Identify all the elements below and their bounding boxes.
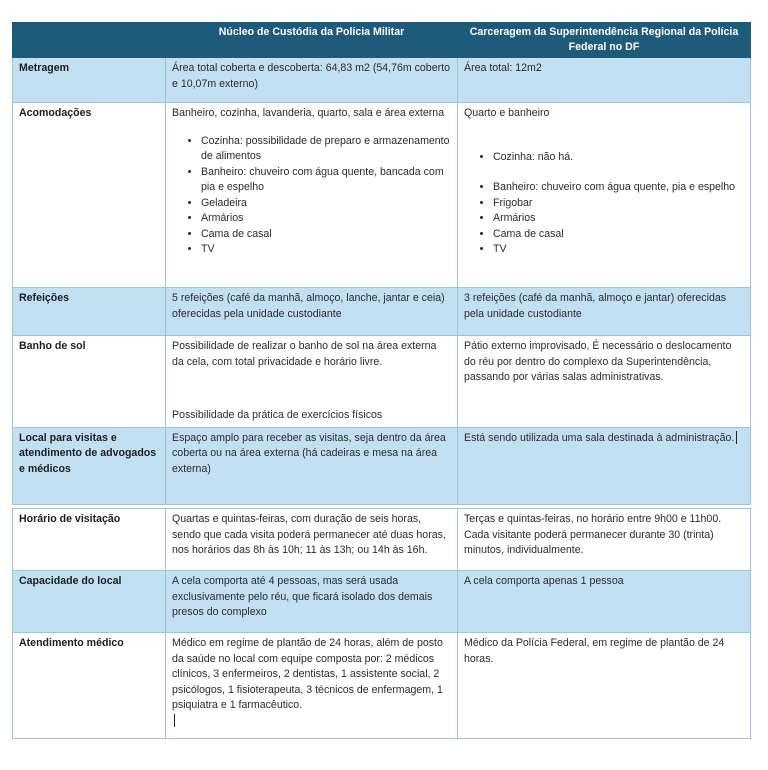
- cell-text: Médico em regime de plantão de 24 horas, além de posto da saúde no local com equipe composta por: 2 médicos clínicos, 3 enfermeiros, 2 dentistas, 1 assistente social, 2 psicólogos, 1 fisioterapeuta, 3 técnicos de enfermagem, 1 psiquiatra e 1 farmacêutico.: [172, 637, 443, 711]
- row-atendimento-medico: [13, 633, 751, 739]
- list-item: • Armários: [493, 211, 744, 227]
- text-cursor: [174, 714, 175, 727]
- cell-pm[interactable]: [166, 336, 458, 428]
- paragraph: Possibilidade da prática de exercícios físicos: [172, 409, 383, 421]
- list-item: • Banheiro: chuveiro com água quente, bancada com pia e espelho: [201, 165, 451, 196]
- header-policia-federal: Carceragem da Superintendência Regional da Polícia Federal no DF: [458, 23, 751, 58]
- list-item: • Cozinha: possibilidade de preparo e armazenamento de alimentos: [201, 134, 451, 165]
- list-item: • Armários: [201, 211, 451, 227]
- text-cursor: [736, 431, 737, 444]
- row-metragem: [13, 58, 751, 103]
- list-item: • Cozinha: não há.: [493, 150, 744, 166]
- cell-pf[interactable]: Terças e quintas-feiras, no horário entre 9h00 e 11h00. Cada visitante poderá permanecer durante 30 (trinta) minutos, individualmente.: [458, 509, 751, 571]
- row-capacidade: [13, 571, 751, 633]
- cell-pm[interactable]: [166, 103, 458, 288]
- row-label: Acomodações: [13, 103, 166, 288]
- cell-pf[interactable]: [458, 427, 751, 504]
- cell-pf[interactable]: Médico da Polícia Federal, em regime de plantão de 24 horas.: [458, 633, 751, 739]
- row-acomodacoes: [13, 103, 751, 288]
- row-label: Horário de visitação: [13, 509, 166, 571]
- list-item: • Cama de casal: [201, 227, 451, 243]
- cell-intro: Banheiro, cozinha, lavanderia, quarto, sala e área externa: [172, 107, 445, 119]
- header-policia-militar: Núcleo de Custódia da Polícia Militar: [166, 23, 458, 58]
- row-label: Banho de sol: [13, 336, 166, 428]
- list-item: • Cama de casal: [493, 227, 744, 243]
- cell-pf[interactable]: 3 refeições (café da manhã, almoço e jantar) oferecidas pela unidade custodiante: [458, 288, 751, 336]
- cell-pm[interactable]: Área total coberta e descoberta: 64,83 m2 (54,76m coberto e 10,07m externo): [166, 58, 458, 103]
- bullet-list: [464, 150, 744, 258]
- bullet-list: [172, 134, 451, 258]
- cell-pf[interactable]: Pátio externo improvisado, É necessário o deslocamento do réu por dentro do complexo da Superintendência, passando por várias salas administrativas.: [458, 336, 751, 428]
- list-item: • TV: [201, 242, 451, 258]
- list-item: • TV: [493, 242, 744, 258]
- row-label: Local para visitas e atendimento de advogados e médicos: [13, 427, 166, 504]
- header-row: [13, 23, 751, 58]
- row-banho-de-sol: [13, 336, 751, 428]
- comparison-table-part-2: [12, 508, 751, 739]
- list-item: • Banheiro: chuveiro com água quente, pia e espelho: [493, 180, 744, 196]
- cell-pm[interactable]: Quartas e quintas-feiras, com duração de seis horas, sendo que cada visita poderá permanecer até duas horas, nos horários das 8h às 10h; 11 às 13h; ou 14h às 16h.: [166, 509, 458, 571]
- row-label: Refeições: [13, 288, 166, 336]
- list-item: • Frigobar: [493, 196, 744, 212]
- cell-intro: Quarto e banheiro: [464, 107, 550, 119]
- row-label: Atendimento médico: [13, 633, 166, 739]
- cell-pf[interactable]: A cela comporta apenas 1 pessoa: [458, 571, 751, 633]
- cell-text: Está sendo utilizada uma sala destinada à administração.: [464, 431, 735, 444]
- row-local-visitas: [13, 427, 751, 504]
- header-empty: [13, 23, 166, 58]
- cell-pm[interactable]: A cela comporta até 4 pessoas, mas será usada exclusivamente pelo réu, que ficará isolado dos demais presos do complexo: [166, 571, 458, 633]
- cell-pm[interactable]: [166, 633, 458, 739]
- row-refeicoes: [13, 288, 751, 336]
- row-horario-visitacao: [13, 509, 751, 571]
- row-label: Metragem: [13, 58, 166, 103]
- cell-pm[interactable]: Espaço amplo para receber as visitas, seja dentro da área coberta ou na área externa (há cadeiras e mesa na área externa): [166, 427, 458, 504]
- comparison-table-part-1: [12, 22, 751, 505]
- cell-pm[interactable]: 5 refeições (café da manhã, almoço, lanche, jantar e ceia) oferecidas pela unidade custodiante: [166, 288, 458, 336]
- row-label: Capacidade do local: [13, 571, 166, 633]
- cell-pf[interactable]: Área total: 12m2: [458, 58, 751, 103]
- list-item: • Geladeira: [201, 196, 451, 212]
- cell-pf[interactable]: [458, 103, 751, 288]
- paragraph: Possibilidade de realizar o banho de sol na área externa da cela, com total privacidade e horário livre.: [172, 340, 437, 368]
